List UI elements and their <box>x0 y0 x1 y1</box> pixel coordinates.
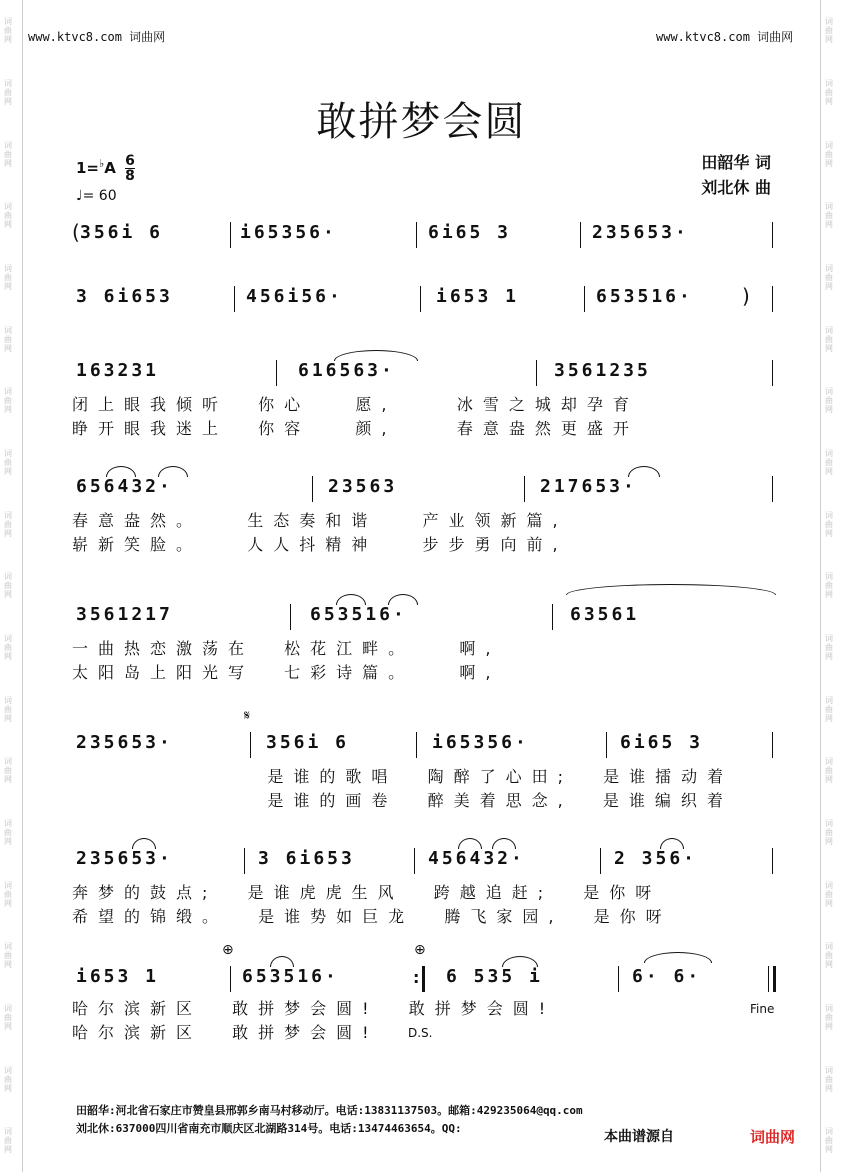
barline <box>584 286 585 312</box>
barline <box>600 848 601 874</box>
lyric-line-1: 一曲热恋激荡在 松花江畔。 啊, <box>72 639 501 658</box>
open-paren: ( <box>72 220 80 244</box>
footer-composer-contact: 刘北休:637000四川省南充市顺庆区北湖路314号。电话:13474463654。QQ: <box>76 1122 462 1135</box>
score-system-7 <box>72 844 777 926</box>
lyric-line-2: 哈尔滨新区 敢拼梦会圆! <box>72 1023 379 1042</box>
measure: 3 6i653 <box>76 286 173 307</box>
barline <box>618 966 619 992</box>
lyric-line-1: 是谁的歌唱 陶醉了心田; 是谁擂动着 <box>192 767 734 786</box>
barline <box>524 476 525 502</box>
barline <box>772 222 773 248</box>
lyricist-credit: 田韶华 词 <box>701 153 771 172</box>
lyric-line-1: 春意盎然。 生态奏和谐 产业领新篇, <box>72 511 568 530</box>
side-watermark-right: 词曲网 词曲网 词曲网 词曲网 词曲网 词曲网 词曲网 词曲网 词曲网 词曲网 词曲网 词曲网 词曲网 词曲网 词曲网 词曲网 词曲网 词曲网 词曲网 <box>825 17 833 1155</box>
url-watermark-left: www.ktvc8.com 词曲网 <box>28 30 166 44</box>
score-system-8 <box>72 942 777 1042</box>
lyric-line-2: 是谁的画卷 醉美着思念, 是谁编织着 <box>192 791 733 810</box>
url-watermark-right: www.ktvc8.com 词曲网 <box>656 30 794 44</box>
measure: 616563· <box>298 360 395 381</box>
final-barline <box>768 966 769 992</box>
measure: 235653· <box>76 848 173 869</box>
score-system-4 <box>72 472 777 554</box>
measure: 653516· <box>242 966 339 987</box>
lyric-line-2: 崭新笑脸。 人人抖精神 步步勇向前, <box>72 535 568 554</box>
measure: 23563 <box>328 476 398 497</box>
score-system-3 <box>72 356 777 438</box>
measure: 235653· <box>76 732 173 753</box>
barline <box>290 604 291 630</box>
barline <box>606 732 607 758</box>
score-system-5 <box>72 600 777 682</box>
barline <box>416 222 417 248</box>
measure: i65356· <box>240 222 337 243</box>
barline <box>420 286 421 312</box>
barline <box>230 966 231 992</box>
measure: 6 535 i <box>446 966 543 987</box>
ds-marking: D.S. <box>408 1026 433 1040</box>
barline <box>772 476 773 502</box>
barline <box>772 732 773 758</box>
measure: 6· 6· <box>632 966 702 987</box>
measure: 356i 6 <box>266 732 350 753</box>
side-watermark-left: 词曲网 词曲网 词曲网 词曲网 词曲网 词曲网 词曲网 词曲网 词曲网 词曲网 词曲网 词曲网 词曲网 词曲网 词曲网 词曲网 词曲网 词曲网 词曲网 <box>4 17 12 1155</box>
measure: i653 1 <box>76 966 160 987</box>
page-border-right <box>820 0 821 1172</box>
barline <box>772 848 773 874</box>
barline <box>552 604 553 630</box>
source-label: 本曲谱源自 <box>600 1126 678 1146</box>
coda-icon: ⊕ <box>414 942 426 958</box>
barline <box>414 848 415 874</box>
key-signature: 1=♭A $\frac{6}{8}$ <box>76 153 135 184</box>
measure: 456432· <box>428 848 525 869</box>
measure: 656432· <box>76 476 173 497</box>
coda-icon: ⊕ <box>222 942 234 958</box>
measure: 2 356· <box>614 848 698 869</box>
tempo-marking: ♩= 60 <box>76 188 117 204</box>
segno-icon: 𝄋 <box>244 708 251 724</box>
score-system-1 <box>72 218 777 248</box>
time-signature: $\frac{6}{8}$ <box>125 153 135 184</box>
close-paren: ) <box>742 284 750 308</box>
lyric-line-1: 奔梦的鼓点; 是谁虎虎生风 跨越追赶; 是你呀 <box>72 883 662 902</box>
barline <box>416 732 417 758</box>
flat-icon: ♭ <box>99 157 105 170</box>
measure: 653516· <box>596 286 693 307</box>
measure: 217653· <box>540 476 637 497</box>
measure: 6i65 3 <box>428 222 512 243</box>
footer-lyricist-contact: 田韶华:河北省石家庄市赞皇县邢郭乡南马村移动厅。电话:13831137503。邮箱:429235064@qq.com <box>76 1104 583 1117</box>
repeat-barline <box>422 966 425 992</box>
slur <box>566 584 776 595</box>
barline <box>250 732 251 758</box>
lyric-line-2: 太阳岛上阳光写 七彩诗篇。 啊, <box>72 663 501 682</box>
measure: 3561217 <box>76 604 173 625</box>
barline <box>234 286 235 312</box>
measure: 356i 6 <box>80 222 164 243</box>
fine-marking: Fine <box>750 1002 775 1016</box>
measure: 63561 <box>570 604 640 625</box>
barline <box>772 286 773 312</box>
lyric-line-2: 睁开眼我迷上 你容 颜, 春意盎然更盛开 <box>72 419 639 438</box>
lyric-line-1: 哈尔滨新区 敢拼梦会圆! 敢拼梦会圆! <box>72 999 556 1018</box>
measure: 3 6i653 <box>258 848 355 869</box>
barline <box>230 222 231 248</box>
barline <box>276 360 277 386</box>
barline <box>536 360 537 386</box>
song-title: 敢拼梦会圆 <box>316 99 527 145</box>
barline <box>772 360 773 386</box>
site-logo: 词曲网 <box>750 1128 796 1146</box>
lyric-line-1: 闭上眼我倾听 你心 愿, 冰雪之城却孕育 <box>72 395 639 414</box>
measure: i65356· <box>432 732 529 753</box>
barline <box>312 476 313 502</box>
score-system-2 <box>72 282 777 312</box>
measure: 653516· <box>310 604 407 625</box>
lyric-line-2: 希望的锦缎。 是谁势如巨龙 腾飞家园, 是你呀 <box>72 907 672 926</box>
barline <box>244 848 245 874</box>
score-system-6 <box>72 708 777 810</box>
measure: 235653· <box>592 222 689 243</box>
measure: 163231 <box>76 360 160 381</box>
composer-credit: 刘北休 曲 <box>701 178 771 197</box>
measure: i653 1 <box>436 286 520 307</box>
measure: 3561235 <box>554 360 651 381</box>
measure: 456i56· <box>246 286 343 307</box>
page-border-left <box>22 0 23 1172</box>
measure: 6i65 3 <box>620 732 704 753</box>
barline <box>580 222 581 248</box>
